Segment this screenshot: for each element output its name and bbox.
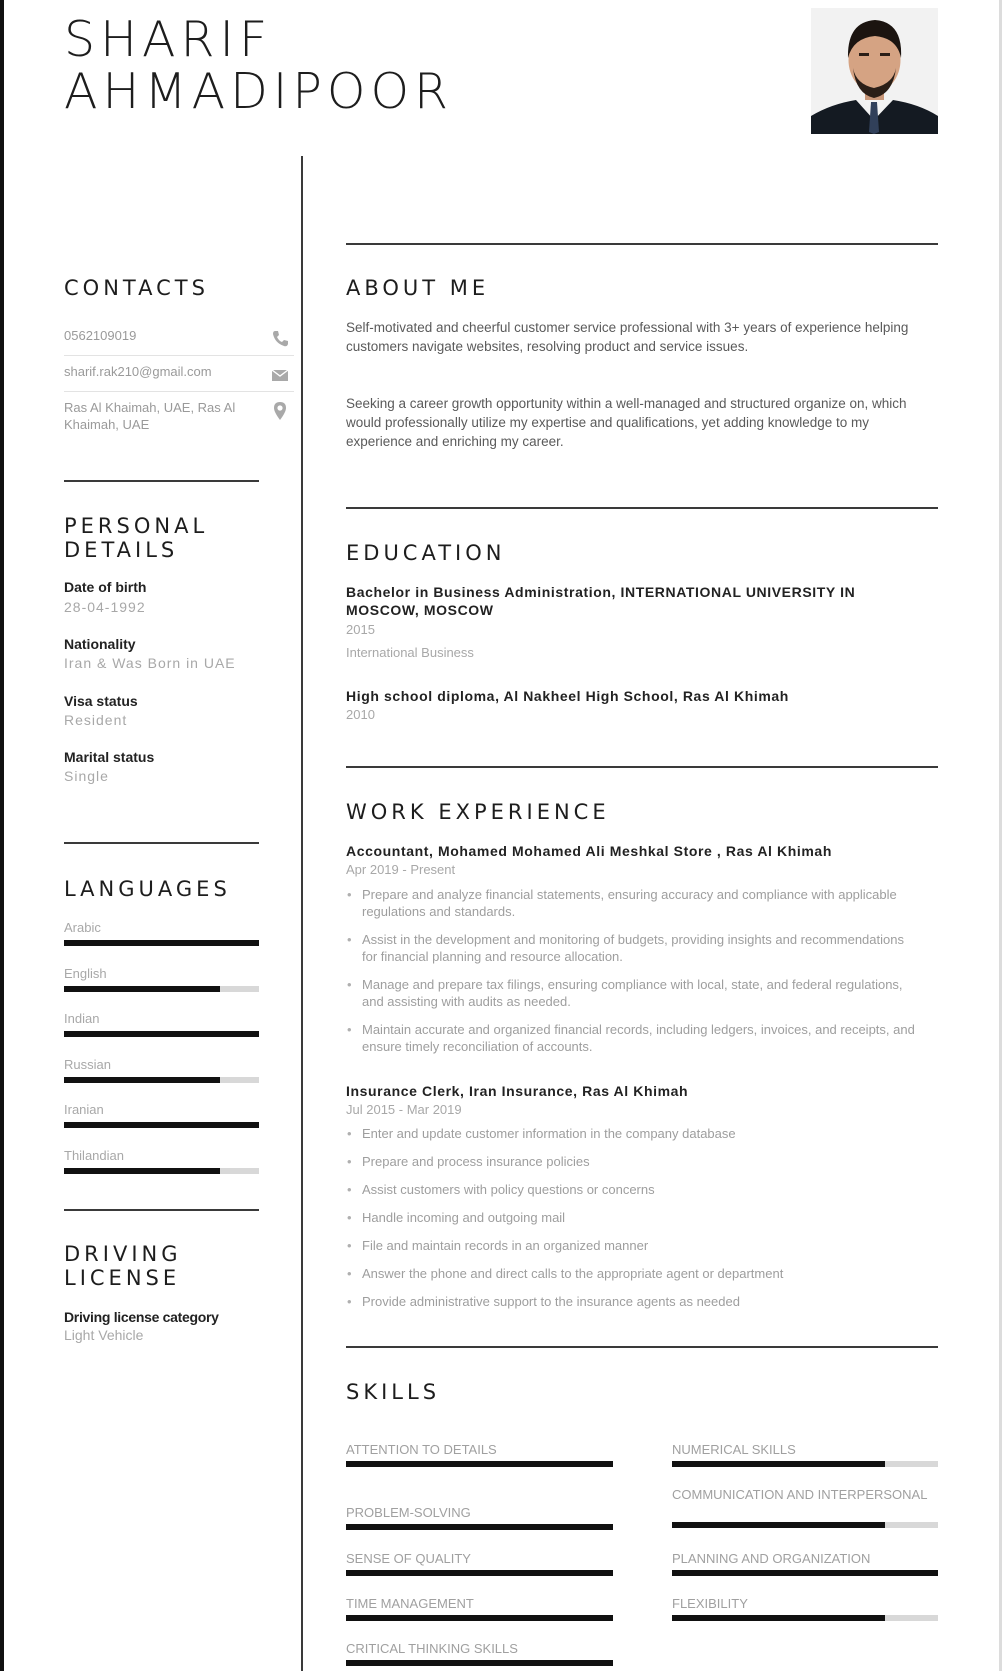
job-1-title: Accountant, Mohamed Mohamed Ali Meshkal Store , Ras Al Khimah bbox=[346, 843, 832, 859]
language-level-bar bbox=[64, 940, 259, 946]
right-rule-education bbox=[346, 507, 938, 509]
skill-level-bar bbox=[346, 1570, 613, 1576]
language-level-fill bbox=[64, 940, 259, 946]
duty-item: • Provide administrative support to the insurance agents as needed bbox=[346, 1293, 916, 1310]
skill-level-bar bbox=[672, 1522, 938, 1528]
duty-item: • Enter and update customer information in the company database bbox=[346, 1125, 916, 1142]
phone-text: 0562109019 bbox=[64, 328, 137, 343]
skill-level-fill bbox=[346, 1660, 613, 1666]
skill-level-fill bbox=[346, 1570, 613, 1576]
language-name: Arabic bbox=[64, 920, 101, 935]
skill-level-fill bbox=[346, 1461, 613, 1467]
personal-heading-line1: PERSONAL bbox=[64, 514, 209, 538]
driving-heading-line2: LICENSE bbox=[64, 1266, 181, 1290]
skill-level-fill bbox=[346, 1615, 613, 1621]
language-level-bar bbox=[64, 1122, 259, 1128]
skill-level-bar bbox=[672, 1570, 938, 1576]
column-divider bbox=[301, 156, 303, 1671]
language-level-bar bbox=[64, 1077, 259, 1083]
phone-icon bbox=[270, 329, 290, 349]
skill-level-fill bbox=[672, 1570, 938, 1576]
driving-heading bbox=[64, 1242, 182, 1290]
education-heading: EDUCATION bbox=[346, 541, 506, 565]
job-1-dates: Apr 2019 - Present bbox=[346, 862, 456, 877]
job-2-duties bbox=[346, 1125, 916, 1321]
skills-heading: SKILLS bbox=[346, 1380, 441, 1404]
contact-address bbox=[64, 399, 294, 439]
duty-item: • Assist customers with policy questions or concerns bbox=[346, 1181, 916, 1198]
duty-item: • File and maintain records in an organized manner bbox=[346, 1237, 916, 1254]
about-heading: ABOUT ME bbox=[346, 276, 490, 300]
skill-level-fill bbox=[672, 1522, 885, 1528]
contact-phone bbox=[64, 327, 294, 356]
license-value: Light Vehicle bbox=[64, 1327, 144, 1343]
duty-item: • Manage and prepare tax filings, ensuring compliance with local, state, and federal regulations, and assisting with audits as needed. bbox=[346, 976, 916, 1010]
last-name: AHMADIPOOR bbox=[64, 63, 454, 120]
duty-item: • Assist in the development and monitoring of budgets, providing insights and recommendations for financial planning and resource allocation. bbox=[346, 931, 916, 965]
skill-name: CRITICAL THINKING SKILLS bbox=[346, 1641, 518, 1656]
language-level-bar bbox=[64, 986, 259, 992]
left-rule-2 bbox=[64, 842, 259, 844]
language-name: Thilandian bbox=[64, 1147, 124, 1163]
language-level-bar bbox=[64, 1031, 259, 1037]
duty-item: • Prepare and process insurance policies bbox=[346, 1153, 916, 1170]
duty-item: • Prepare and analyze financial statements, ensuring accuracy and compliance with applicable regulations and standards. bbox=[346, 886, 916, 920]
language-name: Iranian bbox=[64, 1102, 104, 1117]
left-rule-1 bbox=[64, 480, 259, 482]
duty-item: • Maintain accurate and organized financial records, including ledgers, invoices, and receipts, and ensure timely reconciliation of accounts. bbox=[346, 1021, 916, 1055]
skill-level-bar bbox=[346, 1461, 613, 1467]
contacts-heading: CONTACTS bbox=[64, 276, 209, 300]
duty-item: • Handle incoming and outgoing mail bbox=[346, 1209, 916, 1226]
education-1-year: 2015 bbox=[346, 622, 375, 637]
language-level-fill bbox=[64, 1122, 259, 1128]
skill-level-bar bbox=[672, 1615, 938, 1621]
skill-level-bar bbox=[346, 1660, 613, 1666]
skill-level-fill bbox=[672, 1615, 885, 1621]
skill-level-fill bbox=[346, 1524, 613, 1530]
language-name: English bbox=[64, 965, 107, 981]
skill-name: COMMUNICATION AND INTERPERSONAL bbox=[672, 1487, 928, 1502]
right-rule-work bbox=[346, 766, 938, 768]
education-1-field: International Business bbox=[346, 645, 474, 660]
dob-label: Date of birth bbox=[64, 579, 147, 595]
visa-label: Visa status bbox=[64, 693, 138, 709]
skill-name: FLEXIBILITY bbox=[672, 1596, 748, 1611]
language-name: Russian bbox=[64, 1056, 111, 1072]
visa-value: Resident bbox=[64, 712, 128, 728]
skill-name: NUMERICAL SKILLS bbox=[672, 1442, 796, 1457]
driving-heading-line1: DRIVING bbox=[64, 1242, 182, 1266]
education-2-year: 2010 bbox=[346, 707, 375, 722]
skill-level-bar bbox=[672, 1461, 938, 1467]
right-rule-skills bbox=[346, 1346, 938, 1348]
marital-value: Single bbox=[64, 768, 109, 784]
job-2-dates: Jul 2015 - Mar 2019 bbox=[346, 1102, 462, 1117]
left-rule-3 bbox=[64, 1209, 259, 1211]
language-level-fill bbox=[64, 986, 220, 992]
skill-name: ATTENTION TO DETAILS bbox=[346, 1442, 497, 1457]
mail-icon bbox=[270, 365, 290, 385]
first-name: SHARIF bbox=[64, 11, 273, 68]
contact-email bbox=[64, 363, 294, 392]
skill-name: TIME MANAGEMENT bbox=[346, 1596, 474, 1611]
personal-heading-line2: DETAILS bbox=[64, 538, 179, 562]
skill-level-bar bbox=[346, 1615, 613, 1621]
skill-level-fill bbox=[672, 1461, 885, 1467]
right-rule-about bbox=[346, 243, 938, 245]
about-paragraph-1: Self-motivated and cheerful customer service professional with 3+ years of experience helping customers navigate websites, resolving product and service issues. bbox=[346, 320, 909, 354]
language-name: Indian bbox=[64, 1011, 100, 1026]
skill-name: SENSE OF QUALITY bbox=[346, 1551, 471, 1566]
language-level-fill bbox=[64, 1077, 220, 1083]
language-level-fill bbox=[64, 1168, 220, 1174]
skill-level-bar bbox=[346, 1524, 613, 1530]
email-text: sharif.rak210@gmail.com bbox=[64, 364, 212, 379]
language-level-fill bbox=[64, 1031, 259, 1037]
skill-name: PLANNING AND ORGANIZATION bbox=[672, 1551, 871, 1566]
nationality-value: Iran & Was Born in UAE bbox=[64, 655, 236, 671]
profile-photo bbox=[811, 8, 938, 134]
duty-item: • Answer the phone and direct calls to the appropriate agent or department bbox=[346, 1265, 916, 1282]
about-paragraph-2: Seeking a career growth opportunity within a well-managed and structured organize on, which would professionally utilize my expertise and qualifications, yet adding knowledge to my experience and enriching my career. bbox=[346, 396, 907, 449]
language-level-bar bbox=[64, 1168, 259, 1174]
dob-value: 28-04-1992 bbox=[64, 599, 146, 615]
job-1-duties bbox=[346, 886, 916, 1066]
left-border bbox=[0, 0, 4, 1671]
skill-name: PROBLEM-SOLVING bbox=[346, 1505, 471, 1520]
profile-photo-image bbox=[811, 8, 938, 134]
education-2-title: High school diploma, Al Nakheel High School, Ras Al Khimah bbox=[346, 688, 789, 704]
nationality-label: Nationality bbox=[64, 636, 136, 652]
work-heading: WORK EXPERIENCE bbox=[346, 800, 610, 824]
candidate-name bbox=[64, 11, 454, 120]
education-1-title: Bachelor in Business Administration, INTERNATIONAL UNIVERSITY IN MOSCOW, MOSCOW bbox=[346, 584, 856, 618]
personal-heading bbox=[64, 514, 208, 562]
job-2-title: Insurance Clerk, Iran Insurance, Ras Al Khimah bbox=[346, 1083, 689, 1099]
license-label: Driving license category bbox=[64, 1309, 219, 1325]
address-text: Ras Al Khaimah, UAE, Ras Al Khaimah, UAE bbox=[64, 400, 236, 432]
marital-label: Marital status bbox=[64, 749, 155, 765]
location-pin-icon bbox=[270, 401, 290, 421]
languages-heading: LANGUAGES bbox=[64, 877, 231, 901]
